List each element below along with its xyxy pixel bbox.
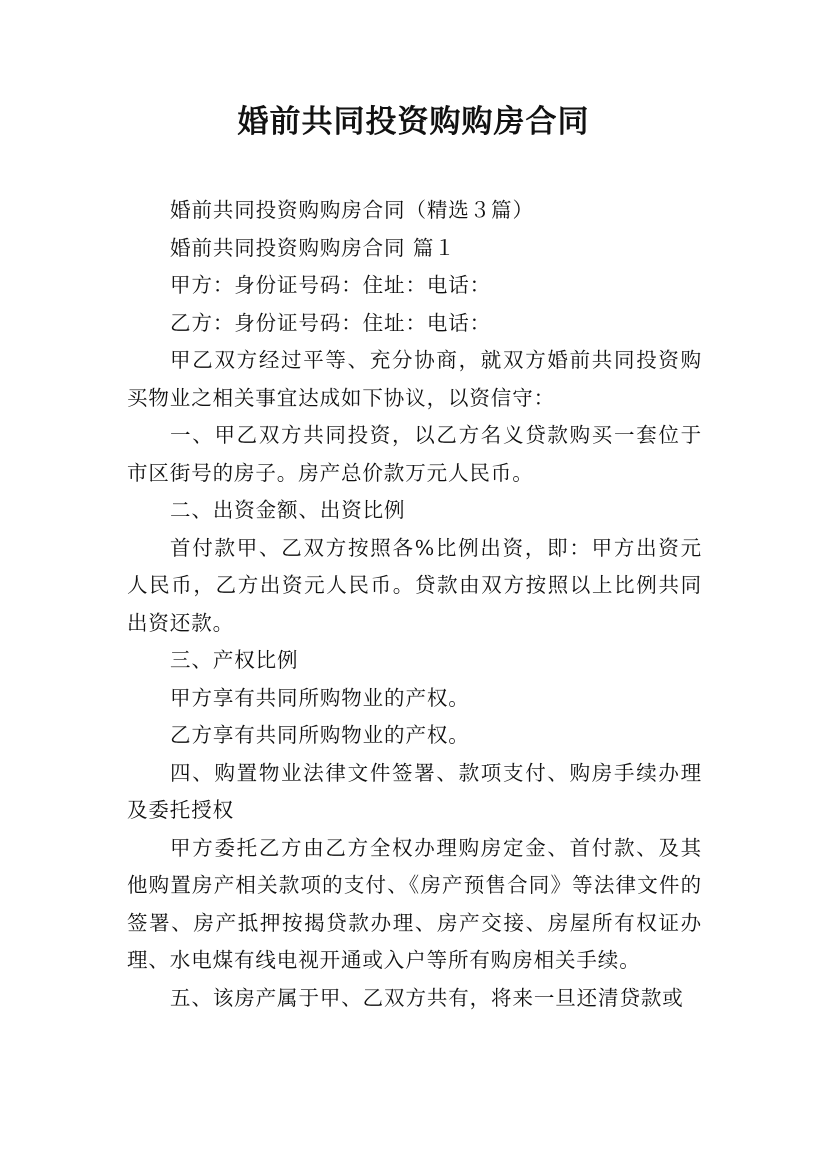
paragraph-clause-4-body: 甲方委托乙方由乙方全权办理购房定金、首付款、及其他购置房产相关款项的支付、《房产预售合同》等法律文件的签署、房产抵押按揭贷款办理、房产交接、房屋所有权证办理、水电煤有线电视开通或入户等所有购房相关手续。 bbox=[127, 835, 702, 972]
document-title: 婚前共同投资购购房合同 bbox=[237, 104, 590, 140]
paragraph-clause-1: 一、甲乙双方共同投资，以乙方名义贷款购买一套位于市区街号的房子。房产总价款万元人民币。 bbox=[127, 423, 702, 485]
paragraph-clause-3-heading: 三、产权比例 bbox=[170, 648, 299, 672]
paragraph-party-b: 乙方：身份证号码：住址：电话： bbox=[170, 310, 492, 335]
document-body bbox=[127, 192, 702, 1017]
paragraph-clause-3-party-b: 乙方享有共同所购物业的产权。 bbox=[170, 723, 470, 747]
paragraph-clause-2-heading: 二、出资金额、出资比例 bbox=[170, 498, 406, 522]
paragraph-clause-2-body: 首付款甲、乙双方按照各%比例出资，即：甲方出资元人民币，乙方出资元人民币。贷款由双方按照以上比例共同出资还款。 bbox=[127, 535, 702, 635]
paragraph-clause-3-party-a: 甲方享有共同所购物业的产权。 bbox=[170, 685, 470, 710]
paragraph-subtitle: 婚前共同投资购购房合同（精选３篇） bbox=[170, 198, 534, 222]
paragraph-party-a: 甲方：身份证号码：住址：电话： bbox=[170, 273, 492, 297]
paragraph-preamble: 甲乙双方经过平等、充分协商，就双方婚前共同投资购买物业之相关事宜达成如下协议，以资信守： bbox=[127, 348, 702, 410]
paragraph-section-heading: 婚前共同投资购购房合同 篇１ bbox=[170, 235, 456, 260]
paragraph-clause-5: 五、该房产属于甲、乙双方共有，将来一旦还清贷款或 bbox=[170, 985, 684, 1010]
paragraph-clause-4-heading: 四、购置物业法律文件签署、款项支付、购房手续办理及委托授权 bbox=[127, 760, 702, 822]
